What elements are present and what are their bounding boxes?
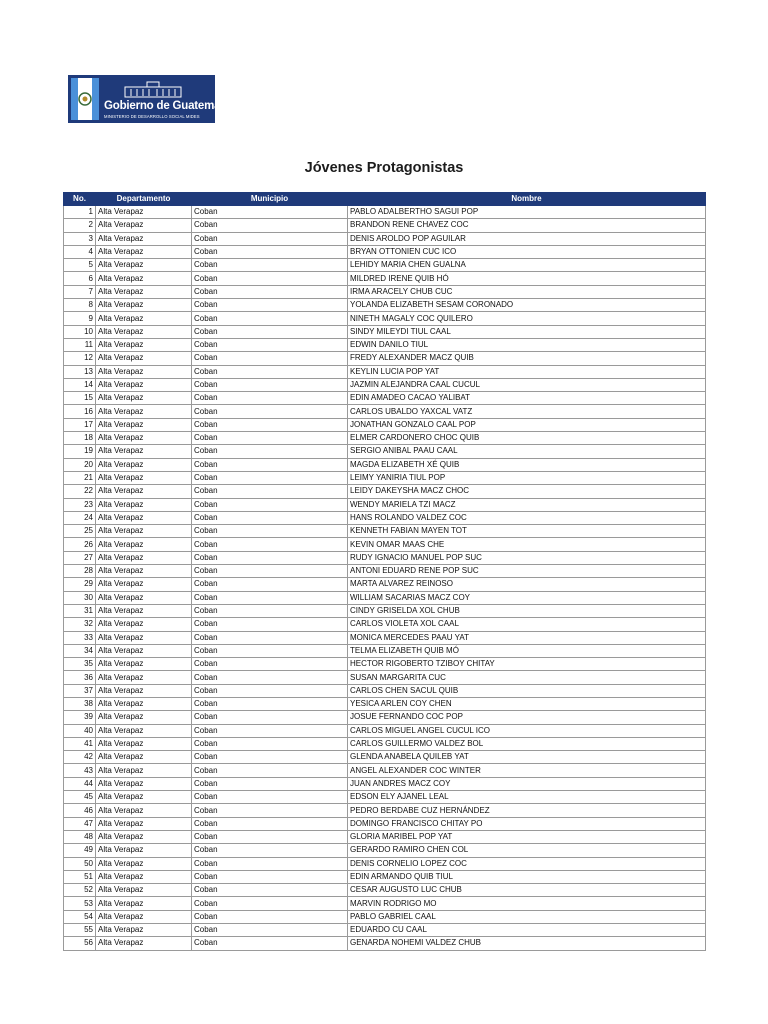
cell-nombre: CESAR AUGUSTO LUC CHUB	[348, 884, 706, 897]
cell-no: 17	[64, 418, 96, 431]
cell-nombre: CARLOS MIGUEL ANGEL CUCUL ICO	[348, 724, 706, 737]
cell-no: 31	[64, 604, 96, 617]
cell-no: 11	[64, 338, 96, 351]
table-row	[64, 604, 706, 617]
cell-no: 44	[64, 777, 96, 790]
cell-no: 20	[64, 458, 96, 471]
cell-municipio: Coban	[192, 924, 348, 937]
cell-departamento: Alta Verapaz	[96, 232, 192, 245]
table-row	[64, 937, 706, 950]
table-row	[64, 737, 706, 750]
cell-nombre: BRYAN OTTONIEN CUC ICO	[348, 245, 706, 258]
table-row	[64, 485, 706, 498]
table-row	[64, 432, 706, 445]
cell-no: 29	[64, 578, 96, 591]
cell-departamento: Alta Verapaz	[96, 937, 192, 950]
cell-nombre: GLENDA ANABELA QUILEB YAT	[348, 751, 706, 764]
cell-municipio: Coban	[192, 764, 348, 777]
cell-departamento: Alta Verapaz	[96, 658, 192, 671]
cell-departamento: Alta Verapaz	[96, 791, 192, 804]
cell-no: 6	[64, 272, 96, 285]
cell-municipio: Coban	[192, 671, 348, 684]
cell-departamento: Alta Verapaz	[96, 830, 192, 843]
cell-departamento: Alta Verapaz	[96, 445, 192, 458]
cell-municipio: Coban	[192, 365, 348, 378]
cell-nombre: LEIDY DAKEYSHA MACZ CHOC	[348, 485, 706, 498]
cell-nombre: HECTOR RIGOBERTO TZIBOY CHITAY	[348, 658, 706, 671]
table-row	[64, 671, 706, 684]
cell-departamento: Alta Verapaz	[96, 498, 192, 511]
cell-departamento: Alta Verapaz	[96, 897, 192, 910]
cell-no: 23	[64, 498, 96, 511]
cell-no: 5	[64, 259, 96, 272]
table-row	[64, 751, 706, 764]
cell-no: 43	[64, 764, 96, 777]
table-row	[64, 365, 706, 378]
cell-no: 47	[64, 817, 96, 830]
cell-departamento: Alta Verapaz	[96, 418, 192, 431]
cell-departamento: Alta Verapaz	[96, 870, 192, 883]
cell-nombre: YOLANDA ELIZABETH SESAM CORONADO	[348, 299, 706, 312]
cell-municipio: Coban	[192, 432, 348, 445]
cell-nombre: WILLIAM SACARIAS MACZ COY	[348, 591, 706, 604]
cell-departamento: Alta Verapaz	[96, 924, 192, 937]
government-logo	[68, 75, 230, 123]
table-row	[64, 658, 706, 671]
table-row	[64, 884, 706, 897]
cell-nombre: RUDY IGNACIO MANUEL POP SUC	[348, 551, 706, 564]
table-row	[64, 445, 706, 458]
cell-municipio: Coban	[192, 618, 348, 631]
cell-nombre: EDWIN DANILO TIUL	[348, 338, 706, 351]
cell-departamento: Alta Verapaz	[96, 684, 192, 697]
cell-departamento: Alta Verapaz	[96, 591, 192, 604]
cell-municipio: Coban	[192, 565, 348, 578]
table-row	[64, 259, 706, 272]
table-row	[64, 870, 706, 883]
table-header-row	[64, 193, 706, 206]
table-row	[64, 910, 706, 923]
cell-no: 48	[64, 830, 96, 843]
cell-municipio: Coban	[192, 658, 348, 671]
cell-departamento: Alta Verapaz	[96, 458, 192, 471]
cell-no: 2	[64, 219, 96, 232]
cell-departamento: Alta Verapaz	[96, 352, 192, 365]
cell-municipio: Coban	[192, 312, 348, 325]
cell-municipio: Coban	[192, 525, 348, 538]
cell-municipio: Coban	[192, 538, 348, 551]
cell-no: 33	[64, 631, 96, 644]
table-row	[64, 724, 706, 737]
cell-municipio: Coban	[192, 405, 348, 418]
cell-departamento: Alta Verapaz	[96, 365, 192, 378]
cell-departamento: Alta Verapaz	[96, 245, 192, 258]
cell-no: 27	[64, 551, 96, 564]
cell-departamento: Alta Verapaz	[96, 711, 192, 724]
cell-no: 3	[64, 232, 96, 245]
ministry-name: MINISTERIO DE DESARROLLO SOCIAL MIDES	[104, 114, 200, 119]
cell-nombre: PABLO ADALBERTHO SAGUI POP	[348, 206, 706, 219]
table-row	[64, 591, 706, 604]
cell-nombre: GENARDA NOHEMI VALDEZ CHUB	[348, 937, 706, 950]
cell-departamento: Alta Verapaz	[96, 285, 192, 298]
cell-departamento: Alta Verapaz	[96, 485, 192, 498]
cell-no: 15	[64, 392, 96, 405]
cell-nombre: JUAN ANDRES MACZ COY	[348, 777, 706, 790]
cell-nombre: MAGDA ELIZABETH XÉ QUIB	[348, 458, 706, 471]
cell-departamento: Alta Verapaz	[96, 618, 192, 631]
cell-municipio: Coban	[192, 458, 348, 471]
table-row	[64, 525, 706, 538]
cell-nombre: NINETH MAGALY COC QUILERO	[348, 312, 706, 325]
cell-municipio: Coban	[192, 325, 348, 338]
cell-nombre: KENNETH FABIAN MAYEN TOT	[348, 525, 706, 538]
cell-nombre: YESICA ARLEN COY CHEN	[348, 697, 706, 710]
cell-no: 14	[64, 378, 96, 391]
table-row	[64, 844, 706, 857]
table-row	[64, 697, 706, 710]
cell-departamento: Alta Verapaz	[96, 764, 192, 777]
cell-nombre: PEDRO BERDABE CUZ HERNÁNDEZ	[348, 804, 706, 817]
cell-municipio: Coban	[192, 830, 348, 843]
cell-nombre: SERGIO ANIBAL PAAU CAAL	[348, 445, 706, 458]
cell-departamento: Alta Verapaz	[96, 697, 192, 710]
cell-departamento: Alta Verapaz	[96, 538, 192, 551]
cell-nombre: CARLOS UBALDO YAXCAL VATZ	[348, 405, 706, 418]
table-row	[64, 711, 706, 724]
cell-no: 8	[64, 299, 96, 312]
cell-no: 7	[64, 285, 96, 298]
cell-departamento: Alta Verapaz	[96, 206, 192, 219]
cell-municipio: Coban	[192, 870, 348, 883]
cell-no: 49	[64, 844, 96, 857]
cell-no: 39	[64, 711, 96, 724]
cell-departamento: Alta Verapaz	[96, 737, 192, 750]
cell-nombre: MONICA MERCEDES PAAU YAT	[348, 631, 706, 644]
cell-departamento: Alta Verapaz	[96, 299, 192, 312]
cell-departamento: Alta Verapaz	[96, 804, 192, 817]
cell-nombre: GERARDO RAMIRO CHEN COL	[348, 844, 706, 857]
cell-municipio: Coban	[192, 857, 348, 870]
table-row	[64, 817, 706, 830]
cell-no: 36	[64, 671, 96, 684]
cell-nombre: DOMINGO FRANCISCO CHITAY PO	[348, 817, 706, 830]
cell-nombre: LEIMY YANIRIA TIUL POP	[348, 471, 706, 484]
cell-no: 18	[64, 432, 96, 445]
table-row	[64, 618, 706, 631]
cell-nombre: WENDY MARIELA TZI MACZ	[348, 498, 706, 511]
cell-departamento: Alta Verapaz	[96, 392, 192, 405]
table-row	[64, 897, 706, 910]
cell-nombre: JAZMIN ALEJANDRA CAAL CUCUL	[348, 378, 706, 391]
cell-municipio: Coban	[192, 631, 348, 644]
cell-no: 40	[64, 724, 96, 737]
cell-municipio: Coban	[192, 418, 348, 431]
cell-nombre: CARLOS CHEN SACUL QUIB	[348, 684, 706, 697]
table-row	[64, 312, 706, 325]
cell-no: 16	[64, 405, 96, 418]
cell-no: 38	[64, 697, 96, 710]
cell-municipio: Coban	[192, 299, 348, 312]
table-row	[64, 272, 706, 285]
cell-no: 54	[64, 910, 96, 923]
cell-no: 24	[64, 511, 96, 524]
table-row	[64, 777, 706, 790]
cell-municipio: Coban	[192, 378, 348, 391]
cell-municipio: Coban	[192, 219, 348, 232]
cell-departamento: Alta Verapaz	[96, 325, 192, 338]
cell-departamento: Alta Verapaz	[96, 604, 192, 617]
cell-no: 55	[64, 924, 96, 937]
cell-nombre: BRANDON RENE CHAVEZ COC	[348, 219, 706, 232]
cell-municipio: Coban	[192, 259, 348, 272]
cell-municipio: Coban	[192, 578, 348, 591]
cell-departamento: Alta Verapaz	[96, 525, 192, 538]
cell-no: 53	[64, 897, 96, 910]
table-row	[64, 804, 706, 817]
cell-nombre: MILDRED IRENE QUIB HÓ	[348, 272, 706, 285]
cell-no: 37	[64, 684, 96, 697]
cell-municipio: Coban	[192, 737, 348, 750]
cell-no: 35	[64, 658, 96, 671]
table-row	[64, 392, 706, 405]
table-row	[64, 471, 706, 484]
cell-no: 51	[64, 870, 96, 883]
cell-nombre: IRMA ARACELY CHUB CUC	[348, 285, 706, 298]
table-row	[64, 206, 706, 219]
table-row	[64, 285, 706, 298]
cell-nombre: ANTONI EDUARD RENE POP SUC	[348, 565, 706, 578]
cell-nombre: EDSON ELY AJANEL LEAL	[348, 791, 706, 804]
table-row	[64, 631, 706, 644]
cell-no: 32	[64, 618, 96, 631]
cell-no: 42	[64, 751, 96, 764]
cell-municipio: Coban	[192, 791, 348, 804]
cell-no: 50	[64, 857, 96, 870]
cell-departamento: Alta Verapaz	[96, 724, 192, 737]
cell-municipio: Coban	[192, 751, 348, 764]
cell-municipio: Coban	[192, 445, 348, 458]
cell-nombre: ELMER CARDONERO CHOC QUIB	[348, 432, 706, 445]
table-row	[64, 219, 706, 232]
table-row	[64, 232, 706, 245]
table-row	[64, 924, 706, 937]
cell-nombre: CINDY GRISELDA XOL CHUB	[348, 604, 706, 617]
cell-municipio: Coban	[192, 272, 348, 285]
cell-nombre: HANS ROLANDO VALDEZ COC	[348, 511, 706, 524]
header-nombre: Nombre	[348, 193, 706, 206]
document-title: Jóvenes Protagonistas	[304, 160, 464, 176]
table-row	[64, 338, 706, 351]
cell-nombre: PABLO GABRIEL CAAL	[348, 910, 706, 923]
cell-no: 9	[64, 312, 96, 325]
cell-municipio: Coban	[192, 777, 348, 790]
cell-municipio: Coban	[192, 844, 348, 857]
table-row	[64, 684, 706, 697]
cell-municipio: Coban	[192, 352, 348, 365]
cell-nombre: DENIS CORNELIO LOPEZ COC	[348, 857, 706, 870]
table-row	[64, 644, 706, 657]
cell-departamento: Alta Verapaz	[96, 405, 192, 418]
cell-no: 19	[64, 445, 96, 458]
header-municipio: Municipio	[192, 193, 348, 206]
cell-municipio: Coban	[192, 285, 348, 298]
cell-no: 4	[64, 245, 96, 258]
table-row	[64, 299, 706, 312]
cell-municipio: Coban	[192, 884, 348, 897]
cell-no: 46	[64, 804, 96, 817]
cell-nombre: KEVIN OMAR MAAS CHE	[348, 538, 706, 551]
cell-nombre: CARLOS GUILLERMO VALDEZ BOL	[348, 737, 706, 750]
cell-municipio: Coban	[192, 817, 348, 830]
cell-nombre: EDUARDO CU CAAL	[348, 924, 706, 937]
table-row	[64, 538, 706, 551]
cell-departamento: Alta Verapaz	[96, 565, 192, 578]
cell-nombre: GLORIA MARIBEL POP YAT	[348, 830, 706, 843]
cell-nombre: MARTA ALVAREZ REINOSO	[348, 578, 706, 591]
cell-nombre: TELMA ELIZABETH QUIB MÓ	[348, 644, 706, 657]
table-row	[64, 418, 706, 431]
cell-no: 41	[64, 737, 96, 750]
cell-departamento: Alta Verapaz	[96, 884, 192, 897]
cell-municipio: Coban	[192, 604, 348, 617]
cell-nombre: DENIS AROLDO POP AGUILAR	[348, 232, 706, 245]
cell-nombre: SINDY MILEYDI TIUL CAAL	[348, 325, 706, 338]
cell-nombre: EDIN AMADEO CACAO YALIBAT	[348, 392, 706, 405]
cell-municipio: Coban	[192, 897, 348, 910]
cell-departamento: Alta Verapaz	[96, 432, 192, 445]
table-row	[64, 405, 706, 418]
cell-municipio: Coban	[192, 937, 348, 950]
cell-departamento: Alta Verapaz	[96, 551, 192, 564]
cell-no: 26	[64, 538, 96, 551]
cell-nombre: MARVIN RODRIGO MO	[348, 897, 706, 910]
cell-departamento: Alta Verapaz	[96, 751, 192, 764]
cell-departamento: Alta Verapaz	[96, 511, 192, 524]
cell-nombre: JONATHAN GONZALO CAAL POP	[348, 418, 706, 431]
cell-departamento: Alta Verapaz	[96, 910, 192, 923]
table-row	[64, 791, 706, 804]
cell-municipio: Coban	[192, 232, 348, 245]
cell-no: 21	[64, 471, 96, 484]
cell-municipio: Coban	[192, 392, 348, 405]
header-no: No.	[64, 193, 96, 206]
participants-table	[63, 192, 706, 951]
table-row	[64, 578, 706, 591]
cell-municipio: Coban	[192, 338, 348, 351]
table-row	[64, 378, 706, 391]
table-row	[64, 498, 706, 511]
cell-nombre: EDIN ARMANDO QUIB TIUL	[348, 870, 706, 883]
cell-departamento: Alta Verapaz	[96, 471, 192, 484]
cell-no: 1	[64, 206, 96, 219]
cell-municipio: Coban	[192, 498, 348, 511]
cell-departamento: Alta Verapaz	[96, 378, 192, 391]
cell-departamento: Alta Verapaz	[96, 857, 192, 870]
cell-no: 28	[64, 565, 96, 578]
cell-nombre: ANGEL ALEXANDER COC WINTER	[348, 764, 706, 777]
table-row	[64, 857, 706, 870]
cell-departamento: Alta Verapaz	[96, 259, 192, 272]
header-departamento: Departamento	[96, 193, 192, 206]
table-row	[64, 245, 706, 258]
cell-municipio: Coban	[192, 910, 348, 923]
cell-municipio: Coban	[192, 551, 348, 564]
table-row	[64, 551, 706, 564]
cell-municipio: Coban	[192, 471, 348, 484]
cell-no: 13	[64, 365, 96, 378]
cell-departamento: Alta Verapaz	[96, 272, 192, 285]
cell-municipio: Coban	[192, 804, 348, 817]
cell-municipio: Coban	[192, 591, 348, 604]
cell-departamento: Alta Verapaz	[96, 817, 192, 830]
cell-no: 25	[64, 525, 96, 538]
cell-nombre: CARLOS VIOLETA XOL CAAL	[348, 618, 706, 631]
table-row	[64, 764, 706, 777]
cell-departamento: Alta Verapaz	[96, 844, 192, 857]
cell-no: 52	[64, 884, 96, 897]
table-row	[64, 352, 706, 365]
cell-nombre: KEYLIN LUCIA POP YAT	[348, 365, 706, 378]
cell-nombre: LEHIDY MARIA CHEN GUALNA	[348, 259, 706, 272]
cell-departamento: Alta Verapaz	[96, 578, 192, 591]
cell-municipio: Coban	[192, 684, 348, 697]
cell-municipio: Coban	[192, 206, 348, 219]
cell-municipio: Coban	[192, 724, 348, 737]
cell-departamento: Alta Verapaz	[96, 312, 192, 325]
cell-no: 12	[64, 352, 96, 365]
cell-no: 22	[64, 485, 96, 498]
coat-of-arms-icon	[71, 78, 99, 120]
table-row	[64, 458, 706, 471]
government-name: Gobierno de Guatemala	[104, 100, 230, 112]
table-row	[64, 565, 706, 578]
cell-municipio: Coban	[192, 485, 348, 498]
cell-departamento: Alta Verapaz	[96, 777, 192, 790]
cell-municipio: Coban	[192, 644, 348, 657]
cell-nombre: FREDY ALEXANDER MACZ QUIB	[348, 352, 706, 365]
cell-no: 10	[64, 325, 96, 338]
cell-municipio: Coban	[192, 245, 348, 258]
cell-nombre: JOSUE FERNANDO COC POP	[348, 711, 706, 724]
cell-nombre: SUSAN MARGARITA CUC	[348, 671, 706, 684]
table-row	[64, 325, 706, 338]
cell-no: 34	[64, 644, 96, 657]
cell-municipio: Coban	[192, 697, 348, 710]
cell-no: 56	[64, 937, 96, 950]
table-row	[64, 830, 706, 843]
table-row	[64, 511, 706, 524]
cell-departamento: Alta Verapaz	[96, 671, 192, 684]
cell-departamento: Alta Verapaz	[96, 631, 192, 644]
cell-municipio: Coban	[192, 511, 348, 524]
cell-no: 30	[64, 591, 96, 604]
cell-no: 45	[64, 791, 96, 804]
cell-departamento: Alta Verapaz	[96, 219, 192, 232]
cell-municipio: Coban	[192, 711, 348, 724]
cell-departamento: Alta Verapaz	[96, 644, 192, 657]
cell-departamento: Alta Verapaz	[96, 338, 192, 351]
